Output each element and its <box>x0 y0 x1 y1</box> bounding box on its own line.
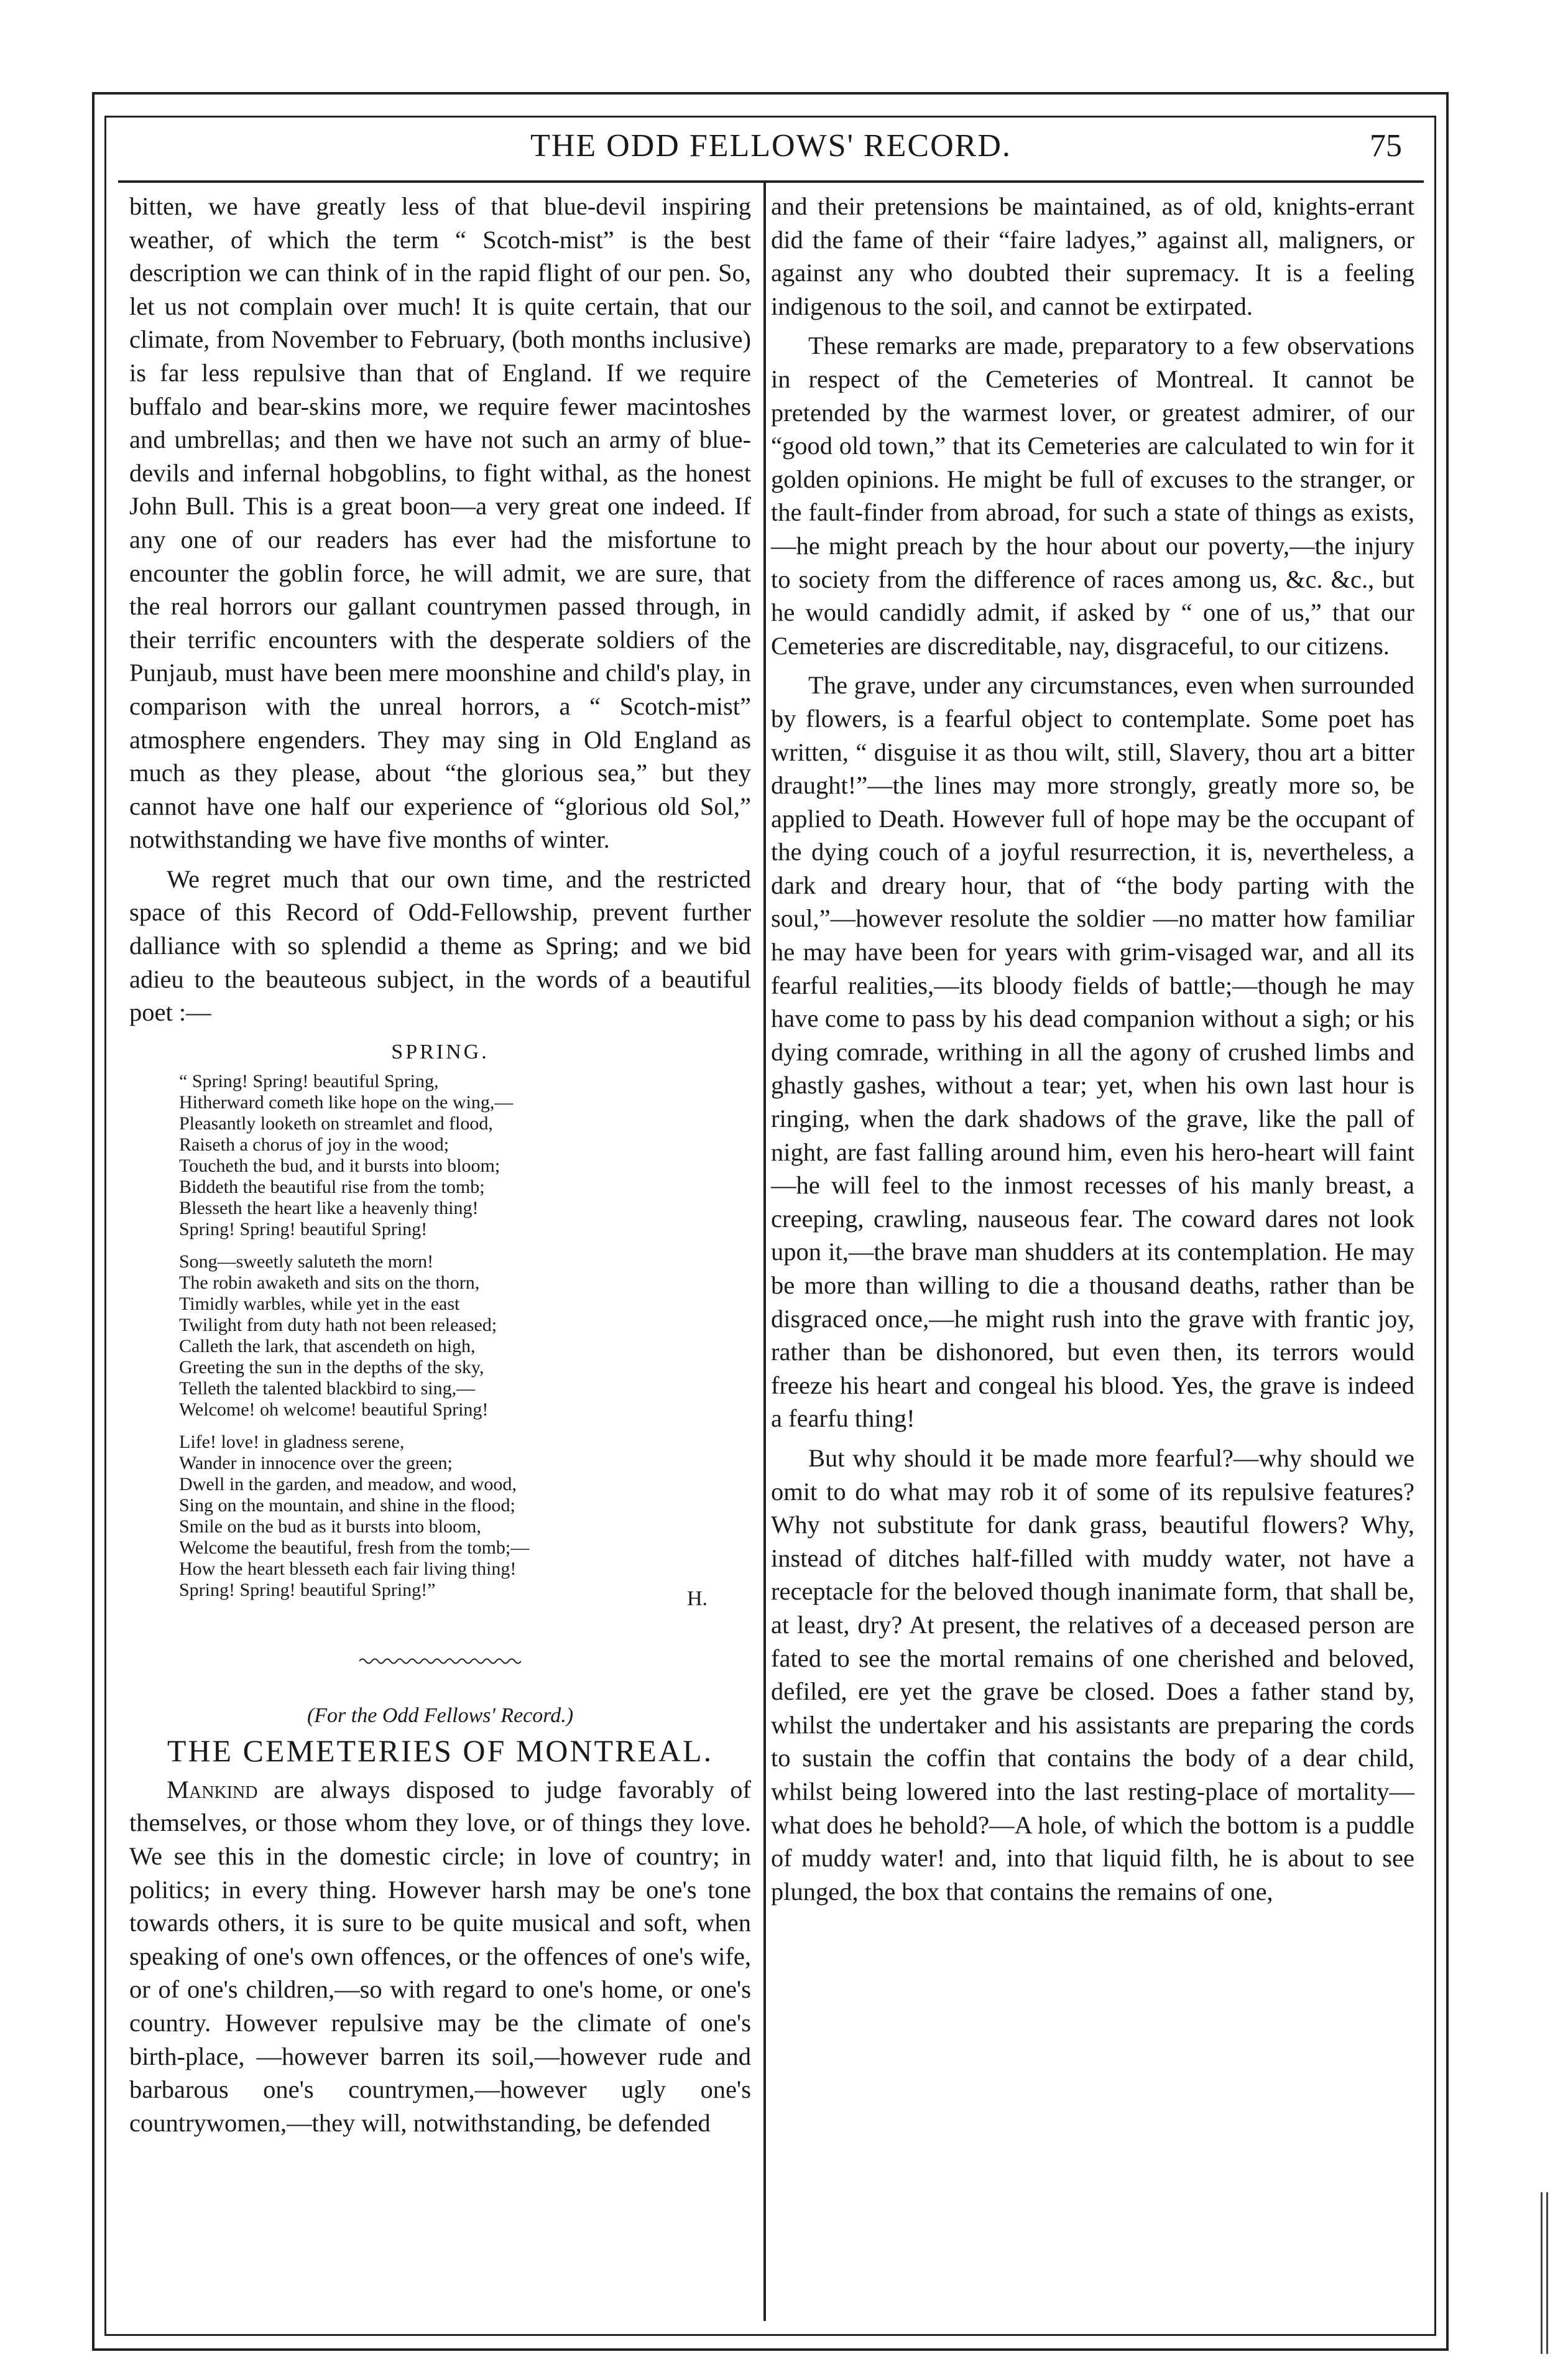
poem <box>129 1071 751 1601</box>
poem-signature: H. <box>686 1587 708 1611</box>
poem-line: Twilight from duty hath not been released; <box>179 1315 497 1336</box>
poem-line: Blesseth the heart like a heavenly thing! <box>179 1198 479 1219</box>
poem-line: Biddeth the beautiful rise from the tomb; <box>179 1177 485 1198</box>
poem-line: Wander in innocence over the green; <box>179 1453 453 1474</box>
page-header <box>118 127 1424 177</box>
poem-line: Life! love! in gladness serene, <box>179 1432 405 1453</box>
article-title: THE CEMETERIES OF MONTREAL. <box>167 1733 714 1769</box>
right-paragraph-2: These remarks are made, preparatory to a few observations in respect of the Cemeteries of Montreal. It cannot be pretended by the warmest lover, or greatest admirer, of our “good old town,” that its Cemeteries are calculated to win for it golden opinions. He might be full of excuses to the stranger, or the fault-finder from abroad, for such a state of things as exists,—he might preach by the hour about our poverty,—the injury to society from the difference of races among us, &c. &c., but he would candidly admit, if asked by “ one of us,” that our Cemeteries are discreditable, nay, disgraceful, to our citizens. <box>771 331 1414 660</box>
article-source-note: (For the Odd Fellows' Record.) <box>307 1703 574 1727</box>
poem-stanza-3 <box>179 1432 751 1601</box>
left-paragraph-2: We regret much that our own time, and the restricted space of this Record of Odd-Fellowship, prevent further dalliance with so splendid a theme as Spring; and we bid adieu to the beauteous subject, in the words of a beautiful poet :— <box>129 864 751 1027</box>
poem-line: Toucheth the bud, and it bursts into bloom; <box>179 1156 500 1177</box>
poem-title: SPRING. <box>391 1040 489 1063</box>
right-column <box>771 190 1414 1914</box>
left-paragraph-1: bitten, we have greatly less of that blue-devil inspiring weather, of which the term “ Scotch-mist” is the best description we can think of in the rapid flight of our pen. So, let us not complain over much! It is quite certain, that our climate, from November to February, (both months inclusive) is far less repulsive than that of England. If we require buffalo and bear-skins more, we require fewer macintoshes and umbrellas; and then we have not such an army of blue-devils and infernal hobgoblins, to fight withal, as the honest John Bull. This is a great boon—a very great one indeed. If any one of our readers has ever had the misfortune to encounter the goblin force, he will admit, we are sure, that the real horrors our gallant countrymen passed through, in their terrific encounters with the desperate soldiers of the Punjaub, must have been mere moonshine and child's play, in comparison with the unreal horrors, a “ Scotch-mist” atmosphere engenders. They may sing in Old England as much as they please, about “the glorious sea,” but they cannot have one half our experience of “glorious old Sol,” notwithstanding we have five months of winter. <box>129 192 751 854</box>
poem-line: Spring! Spring! beautiful Spring!” <box>179 1580 436 1601</box>
page-edge-marks <box>1541 2192 1548 2354</box>
wavy-line-ornament <box>359 1657 521 1665</box>
poem-line: Timidly warbles, while yet in the east <box>179 1294 460 1315</box>
page-number: 75 <box>1370 128 1402 164</box>
poem-line: Song—sweetly saluteth the morn! <box>179 1251 434 1272</box>
right-paragraph-3: The grave, under any circumstances, even when surrounded by flowers, is a fearful object to contemplate. Some poet has written, “ disguise it as thou wilt, still, Slavery, thou art a bitter draught!”—the lines may more strongly, greatly more so, be applied to Death. However full of hope may be the occupant of the dying couch of a joyful resurrection, it is, nevertheless, a dark and dreary hour, that of “the body parting with the soul,”—however resolute the soldier —no matter how familiar he may have been for years with grim-visaged war, and all its fearful realities,—its bloody fields of battle;—though he may have come to pass by his dead companion without a sigh; or his dying comrade, writhing in all the agony of crushed limbs and ghastly gashes, without a tear; yet, when his own last hour is ringing, when the dark shadows of the grave, like the pall of night, are fast falling around him, even his hero-heart will faint—he will feel to the inmost recesses of his manly breast, a creeping, crawling, nauseous fear. The coward dares not look upon it,—the brave man shudders at its contemplation. He may be more than willing to die a thousand deaths, rather than be disgraced once,—he might rush into the grave with frantic joy, rather than be dishonored, but even then, its terrors would freeze his heart and congeal his blood. Yes, the grave is indeed a fearfu thing! <box>771 671 1414 1433</box>
poem-line: Telleth the talented blackbird to sing,— <box>179 1378 476 1399</box>
right-paragraph-4: But why should it be made more fearful?—why should we omit to do what may rob it of some of its repulsive features? Why not substitute for dank grass, beautiful flowers? Why, instead of ditches half-filled with muddy water, not have a receptacle for the beloved though inanimate form, that shall be, at least, dry? At present, the relatives of a deceased person are fated to see the mortal remains of one cherished and beloved, defiled, ere yet the grave be closed. Does a father stand by, whilst the undertaker and his assistants are preparing the cords to sustain the coffin that contains the body of a dear child, whilst being lowered into the last resting-place of mortality—what does he behold?—A hole, of which the bottom is a puddle of muddy water! and, into that liquid filth, he is about to see plunged, the box that contains the remains of one, <box>771 1443 1414 1906</box>
poem-line: Calleth the lark, that ascendeth on high, <box>179 1336 476 1357</box>
poem-line: Welcome! oh welcome! beautiful Spring! <box>179 1399 489 1420</box>
poem-stanza-2 <box>179 1251 751 1420</box>
left-column <box>129 190 751 2146</box>
poem-stanza-1 <box>179 1071 751 1240</box>
poem-line: Hitherward cometh like hope on the wing,— <box>179 1092 514 1113</box>
column-divider <box>763 182 766 2321</box>
article-first-word: Mankind <box>167 1775 258 1804</box>
poem-line: How the heart blesseth each fair living thing! <box>179 1559 517 1580</box>
poem-line: The robin awaketh and sits on the thorn, <box>179 1272 480 1294</box>
poem-line: Spring! Spring! beautiful Spring! <box>179 1219 428 1240</box>
poem-line: Greeting the sun in the depths of the sky, <box>179 1357 484 1378</box>
poem-line: Smile on the bud as it bursts into bloom, <box>179 1516 481 1537</box>
running-title: THE ODD FELLOWS' RECORD. <box>530 128 1012 164</box>
poem-line: Raiseth a chorus of joy in the wood; <box>179 1134 450 1156</box>
poem-line: Sing on the mountain, and shine in the flood; <box>179 1495 515 1516</box>
header-rule <box>118 180 1424 183</box>
poem-line: “ Spring! Spring! beautiful Spring, <box>179 1071 439 1092</box>
article-paragraph-1-text: are always disposed to judge favorably of themselves, or those whom they love, or of things they love. We see this in the domestic circle; in love of country; in politics; in every thing. However harsh may be one's tone towards others, it is sure to be quite musical and soft, when speaking of one's own offences, or the offences of one's wife, or of one's children,—so with regard to one's home, or one's country. However repulsive may be the climate of one's birth-place, —however barren its soil,—however rude and barbarous one's countrymen,—however ugly one's countrywomen,—they will, notwithstanding, be defended <box>129 1775 752 2137</box>
poem-line: Welcome the beautiful, fresh from the tomb;— <box>179 1537 530 1559</box>
poem-line: Pleasantly looketh on streamlet and flood, <box>179 1113 493 1134</box>
article-paragraph-1 <box>129 1773 751 2140</box>
poem-line: Dwell in the garden, and meadow, and wood, <box>179 1474 517 1495</box>
wavy-divider <box>129 1641 751 1674</box>
right-paragraph-1: and their pretensions be maintained, as of old, knights-errant did the fame of their “faire ladyes,” against all, maligners, or against any who doubted their supremacy. It is a feeling indigenous to the soil, and cannot be extirpated. <box>771 192 1414 320</box>
